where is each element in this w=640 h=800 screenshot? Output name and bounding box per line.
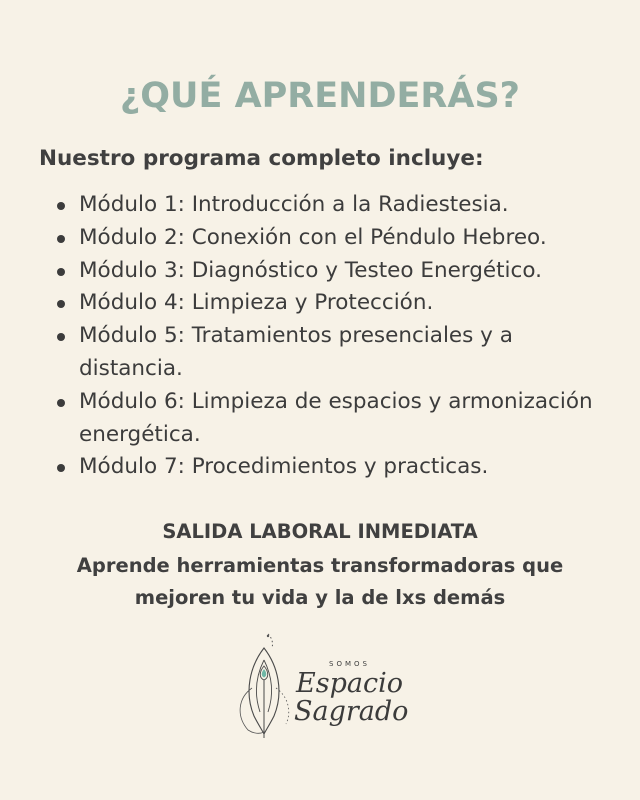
module-text: Módulo 5: Tratamientos presenciales y a distancia. [79, 323, 513, 381]
logo-espacio-text: Espacio [296, 668, 403, 699]
bullet-icon [57, 235, 65, 243]
module-text: Módulo 3: Diagnóstico y Testeo Energético. [79, 257, 542, 283]
module-item [55, 451, 615, 484]
module-list [55, 189, 615, 484]
benefit-statement: Aprende herramientas transformadoras que mejoren tu vida y la de lxs demás [76, 554, 564, 609]
program-subtitle: Nuestro programa completo incluye: [39, 146, 484, 171]
page-title: ¿QUÉ APRENDERÁS? [120, 76, 520, 116]
bullet-icon [57, 399, 65, 407]
bullet-icon [57, 300, 65, 308]
logo-somos-text: SOMOS [329, 660, 370, 668]
module-text: Módulo 6: Limpieza de espacios y armonización energética. [79, 388, 593, 447]
module-item [55, 222, 615, 255]
module-item [55, 255, 615, 288]
job-outcome-heading: SALIDA LABORAL INMEDIATA [162, 520, 478, 543]
module-text: Módulo 4: Limpieza y Protección. [79, 290, 434, 316]
bullet-icon [57, 333, 65, 341]
module-text: Módulo 2: Conexión con el Péndulo Hebreo. [79, 224, 547, 250]
logo-sagrado-text: Sagrado [294, 696, 409, 727]
module-text: Módulo 1: Introducción a la Radiestesia. [79, 192, 509, 217]
module-item [55, 320, 615, 386]
brand-logo [228, 630, 418, 740]
module-text: Módulo 7: Procedimientos y practicas. [79, 454, 489, 480]
module-item [55, 386, 615, 452]
bullet-icon [57, 202, 65, 210]
bullet-icon [57, 268, 65, 276]
module-item [55, 287, 615, 320]
feather-icon [228, 630, 298, 740]
bullet-icon [57, 464, 65, 472]
module-item [55, 189, 615, 222]
